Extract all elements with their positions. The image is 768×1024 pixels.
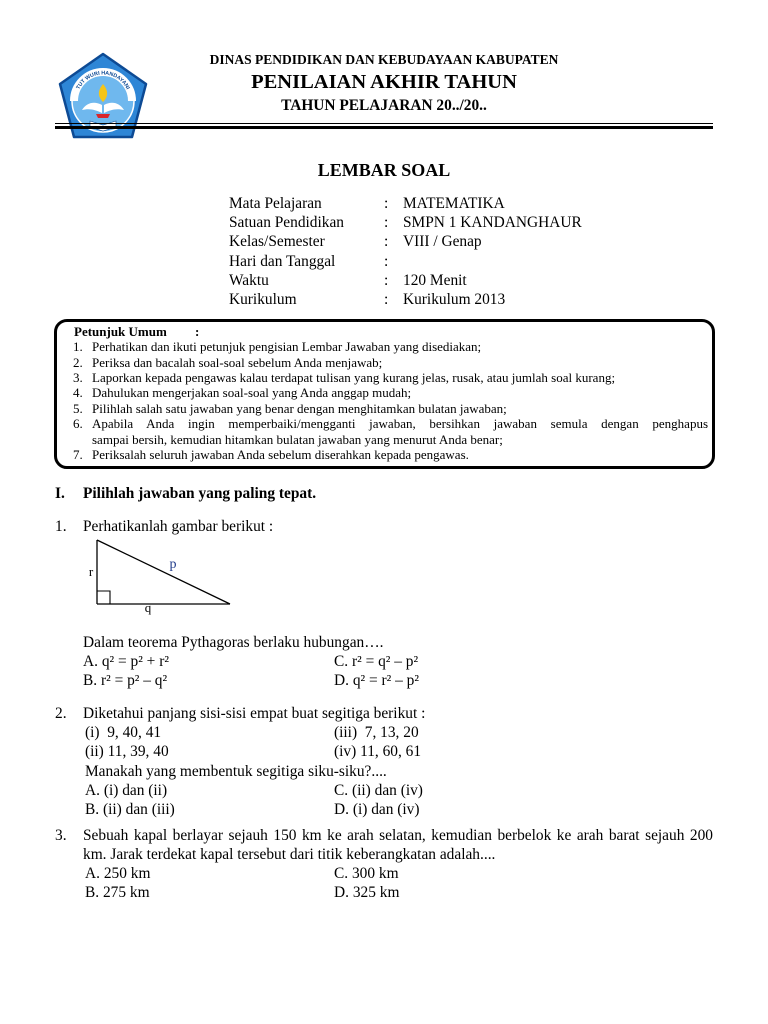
option-key: D. xyxy=(334,672,349,689)
option-key: A. xyxy=(85,782,100,799)
option-text: 275 km xyxy=(102,884,150,901)
option-key: B. xyxy=(85,884,100,901)
side-set-i: (i) 9, 40, 41 xyxy=(85,724,162,741)
option-key: C. xyxy=(334,865,349,882)
option-text: (i) dan (iv) xyxy=(352,801,420,818)
info-label: Kurikulum xyxy=(229,291,297,308)
option-d xyxy=(334,800,420,819)
question-stem: Manakah yang membentuk segitiga siku-siku?.... xyxy=(85,763,387,780)
instruction-number: 1. xyxy=(73,339,83,354)
academic-year: TAHUN PELAJARAN 20../20.. xyxy=(281,97,487,114)
label-r: r xyxy=(88,564,94,579)
right-triangle-figure xyxy=(80,535,240,621)
label-q: q xyxy=(144,600,152,615)
info-separator: : xyxy=(384,253,389,270)
instruction-text: Periksa dan bacalah soal-soal sebelum Anda menjawab; xyxy=(92,355,383,370)
question-number: 3. xyxy=(55,827,67,844)
exam-title: PENILAIAN AKHIR TAHUN xyxy=(251,71,517,93)
instruction-text: Periksalah seluruh jawaban Anda sebelum diserahkan kepada pengawas. xyxy=(92,447,469,462)
question-prompt: Sebuah kapal berlayar sejauh 150 km ke arah selatan, kemudian berbelok ke arah barat sejauh 200 xyxy=(83,827,713,844)
header-rule-thin xyxy=(55,123,713,124)
triangle-hypotenuse xyxy=(97,540,230,604)
instruction-number: 7. xyxy=(73,447,83,462)
option-text: (i) dan (ii) xyxy=(103,782,168,799)
instruction-number: 6. xyxy=(73,416,83,431)
instruction-text: Pilihlah salah satu jawaban yang benar dengan menghitamkan bulatan jawaban; xyxy=(92,401,507,416)
info-value-class: VIII / Genap xyxy=(403,233,482,250)
info-separator: : xyxy=(384,195,389,212)
option-text: q² = r² – p² xyxy=(352,672,419,689)
instruction-text: Dahulukan mengerjakan soal-soal yang Anda anggap mudah; xyxy=(92,385,412,400)
option-text: r² = p² – q² xyxy=(100,672,168,689)
question-number: 2. xyxy=(55,705,67,722)
instruction-number: 2. xyxy=(73,355,83,370)
option-key: C. xyxy=(334,782,349,799)
info-value-subject: MATEMATIKA xyxy=(403,195,505,212)
instruction-number: 4. xyxy=(73,385,83,400)
info-separator: : xyxy=(384,233,389,250)
question-stem: Dalam teorema Pythagoras berlaku hubungan…. xyxy=(83,634,384,651)
right-angle-marker xyxy=(97,591,110,604)
info-value-curriculum: Kurikulum 2013 xyxy=(403,291,506,308)
option-key: D. xyxy=(334,884,349,901)
option-key: A. xyxy=(85,865,100,882)
info-separator: : xyxy=(384,272,389,289)
info-label: Waktu xyxy=(229,272,269,289)
option-c xyxy=(334,781,423,800)
instruction-text: Apabila Anda ingin memperbaiki/mengganti jawaban, bersihkan jawaban semula dengan penghapus xyxy=(92,416,708,431)
logo-text: TUT WURI HANDAYANI xyxy=(75,70,131,91)
instruction-text: Perhatikan dan ikuti petunjuk pengisian Lembar Jawaban yang disediakan; xyxy=(92,339,482,354)
question-prompt: Diketahui panjang sisi-sisi empat buat segitiga berikut : xyxy=(83,705,426,722)
question-prompt-continued: km. Jarak terdekat kapal tersebut dari titik keberangkatan adalah.... xyxy=(83,846,496,863)
option-text: (ii) dan (iii) xyxy=(102,801,175,818)
option-key: B. xyxy=(85,801,100,818)
instruction-number: 5. xyxy=(73,401,83,416)
section-title: Pilihlah jawaban yang paling tepat. xyxy=(83,485,317,502)
option-a xyxy=(85,781,167,800)
option-c xyxy=(334,652,418,671)
option-b xyxy=(85,800,175,819)
option-text: 325 km xyxy=(352,884,400,901)
option-text: q² = p² + r² xyxy=(101,653,169,670)
info-value-school: SMPN 1 KANDANGHAUR xyxy=(403,214,582,231)
side-set-ii: (ii) 11, 39, 40 xyxy=(85,743,169,760)
agency-name: DINAS PENDIDIKAN DAN KEBUDAYAAN KABUPATEN xyxy=(209,52,559,67)
question-number: 1. xyxy=(55,518,67,535)
sheet-title: LEMBAR SOAL xyxy=(317,160,451,180)
info-separator: : xyxy=(384,214,389,231)
option-key: A. xyxy=(83,653,98,670)
option-text: 250 km xyxy=(103,865,151,882)
option-key: D. xyxy=(334,801,349,818)
info-separator: : xyxy=(384,291,389,308)
section-number: I. xyxy=(55,485,65,502)
option-key: C. xyxy=(334,653,349,670)
option-key: B. xyxy=(83,672,98,689)
header-rule-thick xyxy=(55,126,713,129)
option-b xyxy=(83,671,167,690)
instruction-text-continued: sampai bersih, kemudian hitamkan bulatan jawaban yang menurut Anda benar; xyxy=(92,432,503,447)
instructions-title: Petunjuk Umum xyxy=(74,324,167,339)
info-value-duration: 120 Menit xyxy=(403,272,467,289)
info-label: Satuan Pendidikan xyxy=(229,214,344,231)
option-d xyxy=(334,671,419,690)
option-text: (ii) dan (iv) xyxy=(351,782,423,799)
option-a xyxy=(83,652,169,671)
side-set-iv: (iv) 11, 60, 61 xyxy=(334,743,422,760)
option-text: 300 km xyxy=(351,865,399,882)
option-b xyxy=(85,883,150,902)
option-a xyxy=(85,864,150,883)
info-label: Mata Pelajaran xyxy=(229,195,322,212)
info-label: Kelas/Semester xyxy=(229,233,325,250)
option-text: r² = q² – p² xyxy=(351,653,419,670)
instruction-text: Laporkan kepada pengawas kalau terdapat tulisan yang kurang jelas, rusak, atau jumlah soal kurang; xyxy=(92,370,616,385)
question-prompt: Perhatikanlah gambar berikut : xyxy=(83,518,274,535)
option-d xyxy=(334,883,399,902)
info-label: Hari dan Tanggal xyxy=(229,253,336,270)
side-set-iii: (iii) 7, 13, 20 xyxy=(334,724,419,741)
instructions-title-separator: : xyxy=(195,324,200,339)
instruction-number: 3. xyxy=(73,370,83,385)
option-c xyxy=(334,864,399,883)
label-p: p xyxy=(169,557,177,572)
